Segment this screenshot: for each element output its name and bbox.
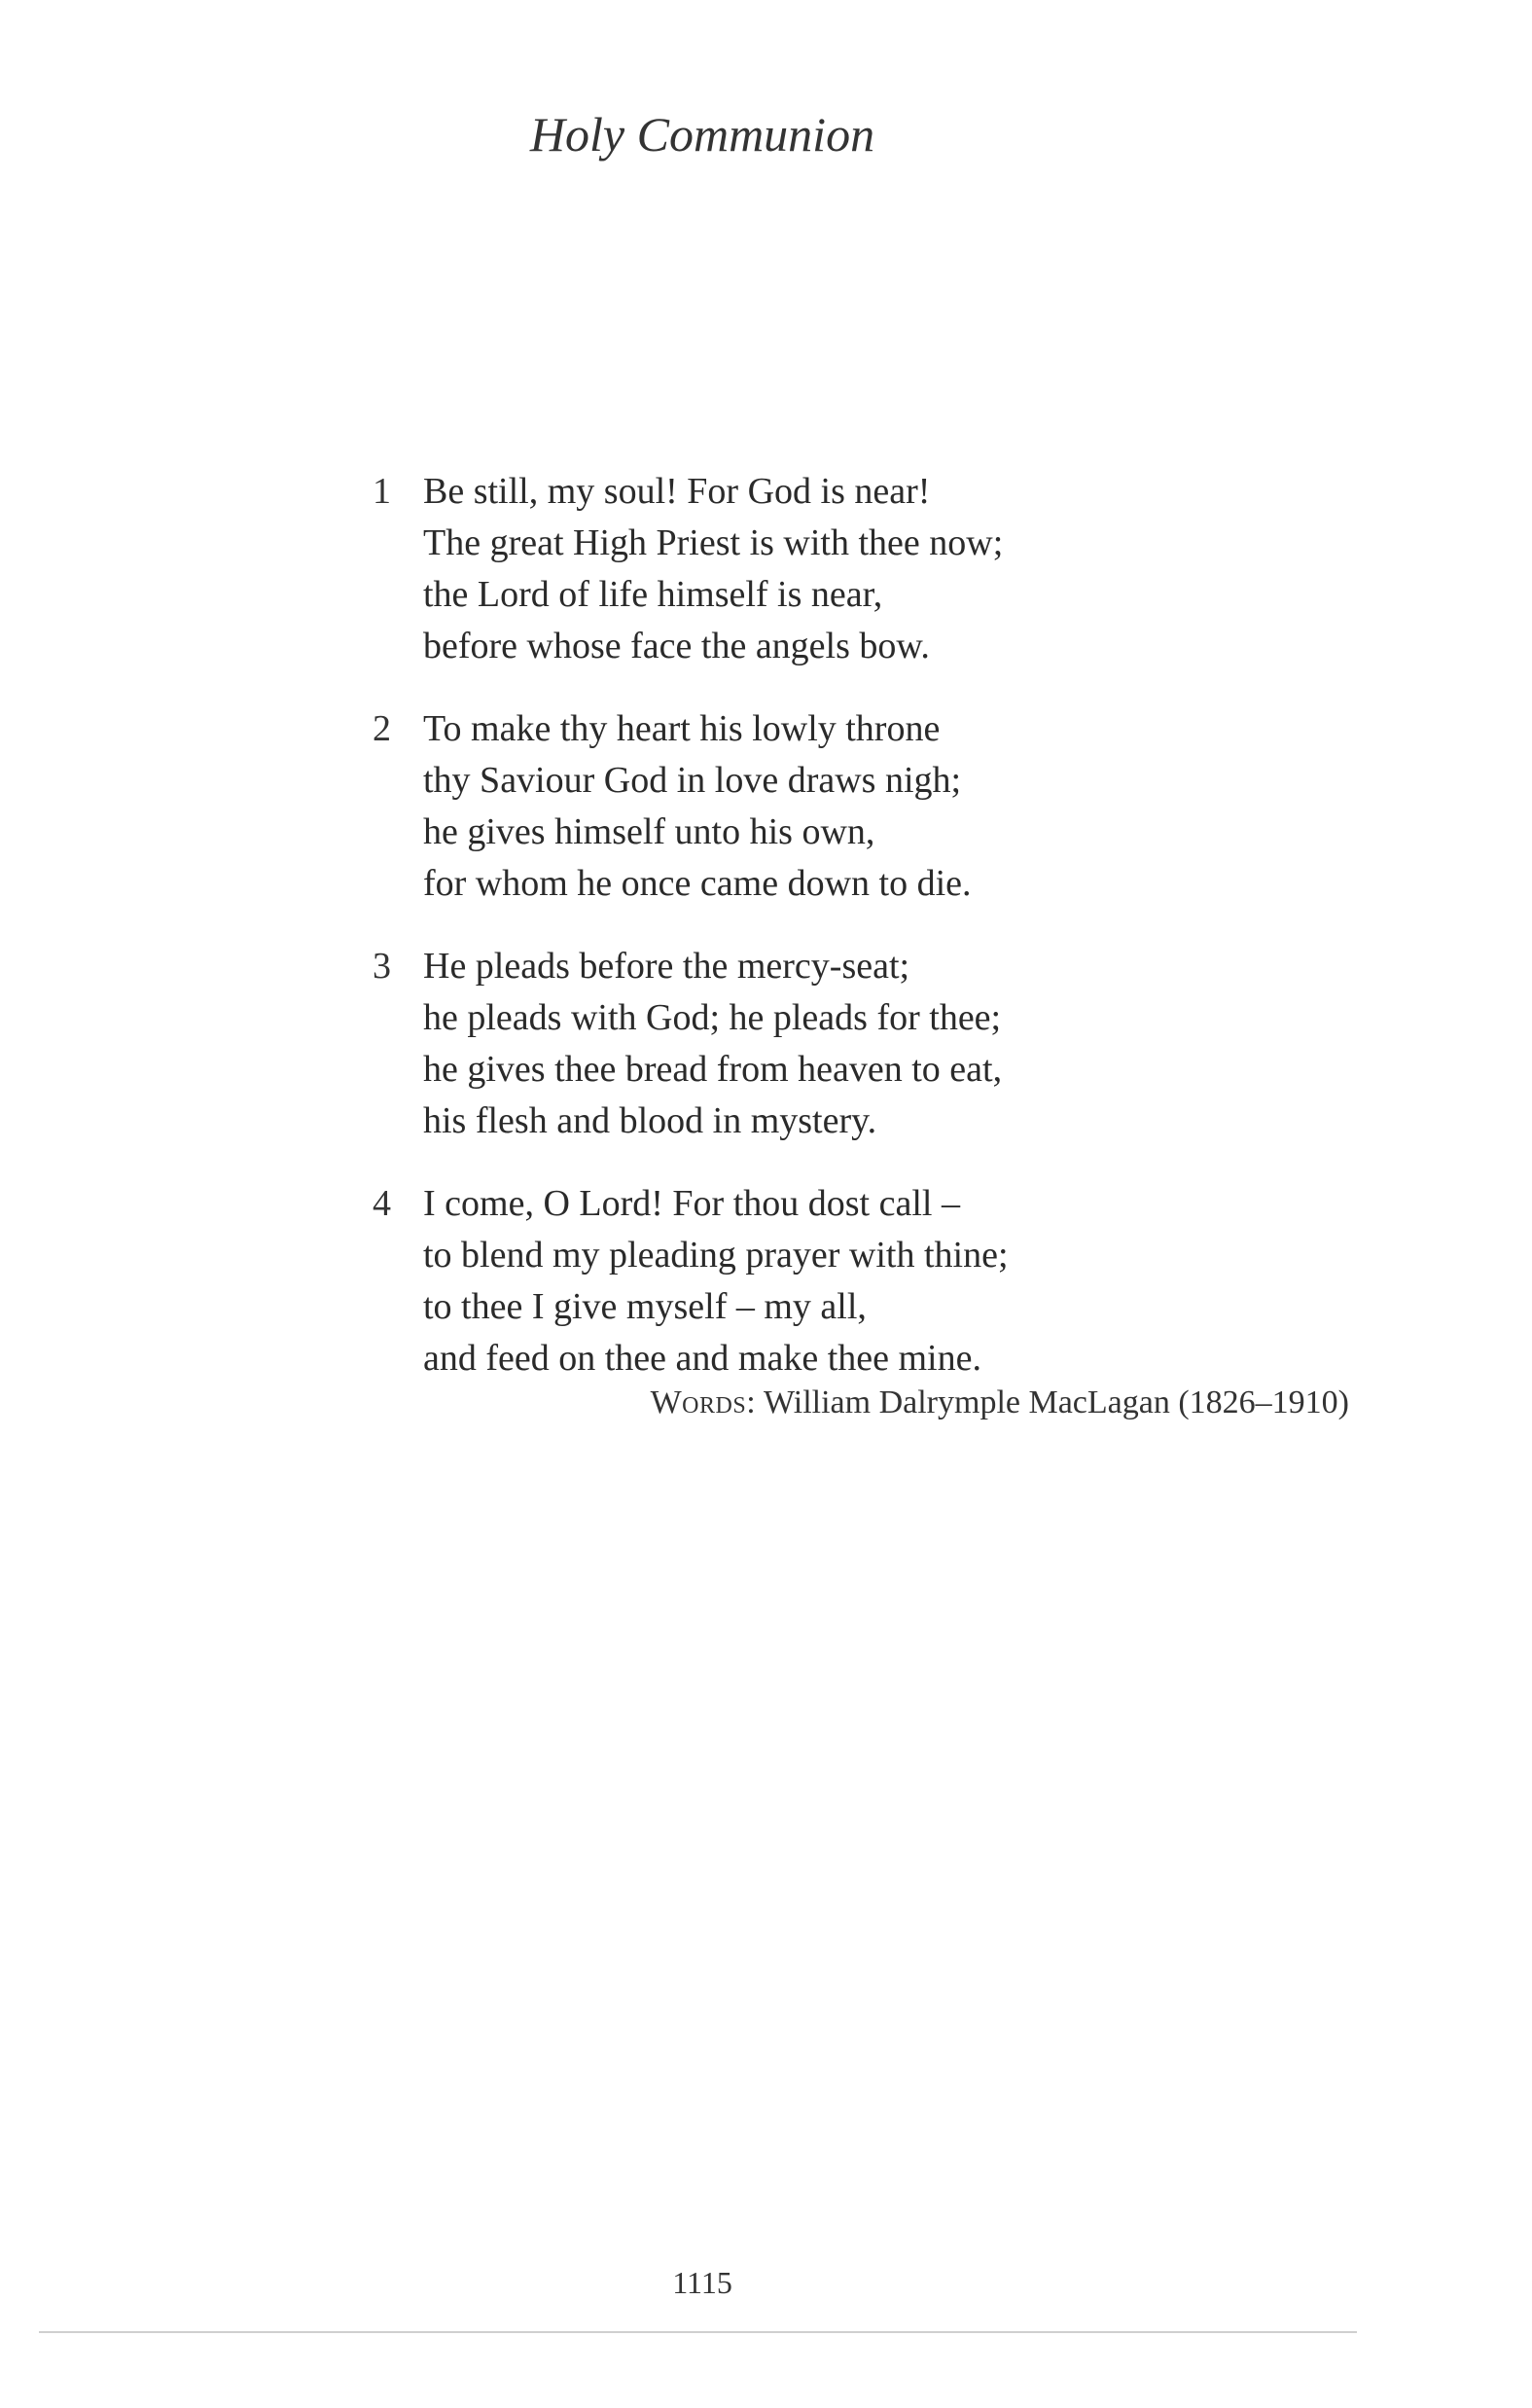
verse-line: before whose face the angels bow. xyxy=(423,626,930,666)
verse-number: 2 xyxy=(373,708,391,749)
verse-number: 3 xyxy=(373,946,391,987)
verse-line: for whom he once came down to die. xyxy=(423,863,972,904)
verse-line: The great High Priest is with thee now; xyxy=(423,522,1004,563)
verse-line: he gives thee bread from heaven to eat, xyxy=(423,1049,1003,1090)
words-attribution xyxy=(651,1384,1349,1423)
verse-number: 4 xyxy=(373,1183,391,1224)
bottom-rule xyxy=(39,2331,1357,2333)
verse-lines xyxy=(423,941,1151,1147)
verse-3 xyxy=(373,941,1151,1147)
page-number: 1115 xyxy=(672,2265,732,2300)
verse-line: He pleads before the mercy-seat; xyxy=(423,946,910,987)
verse-line: to thee I give myself – my all, xyxy=(423,1286,867,1327)
verse-line: to blend my pleading prayer with thine; xyxy=(423,1235,1009,1276)
verse-line: To make thy heart his lowly throne xyxy=(423,708,941,749)
verse-1 xyxy=(373,466,1151,672)
verse-line: he pleads with God; he pleads for thee; xyxy=(423,997,1002,1038)
verse-line: I come, O Lord! For thou dost call – xyxy=(423,1183,960,1224)
hymn-verses xyxy=(373,466,1151,1416)
verse-lines xyxy=(423,466,1151,672)
verse-4 xyxy=(373,1178,1151,1384)
verse-line: thy Saviour God in love draws nigh; xyxy=(423,760,962,801)
verse-line: the Lord of life himself is near, xyxy=(423,574,883,615)
verse-line: Be still, my soul! For God is near! xyxy=(423,471,931,512)
attribution-author: William Dalrymple MacLagan (1826–1910) xyxy=(764,1384,1349,1420)
page-title: Holy Communion xyxy=(529,107,875,162)
verse-line: he gives himself unto his own, xyxy=(423,811,875,852)
attribution-label: Words: xyxy=(650,1384,757,1420)
verse-line: his flesh and blood in mystery. xyxy=(423,1100,877,1141)
verse-number: 1 xyxy=(373,471,391,512)
verse-2 xyxy=(373,703,1151,910)
verse-line: and feed on thee and make thee mine. xyxy=(423,1338,981,1379)
verse-lines xyxy=(423,703,1151,910)
verse-lines xyxy=(423,1178,1151,1384)
